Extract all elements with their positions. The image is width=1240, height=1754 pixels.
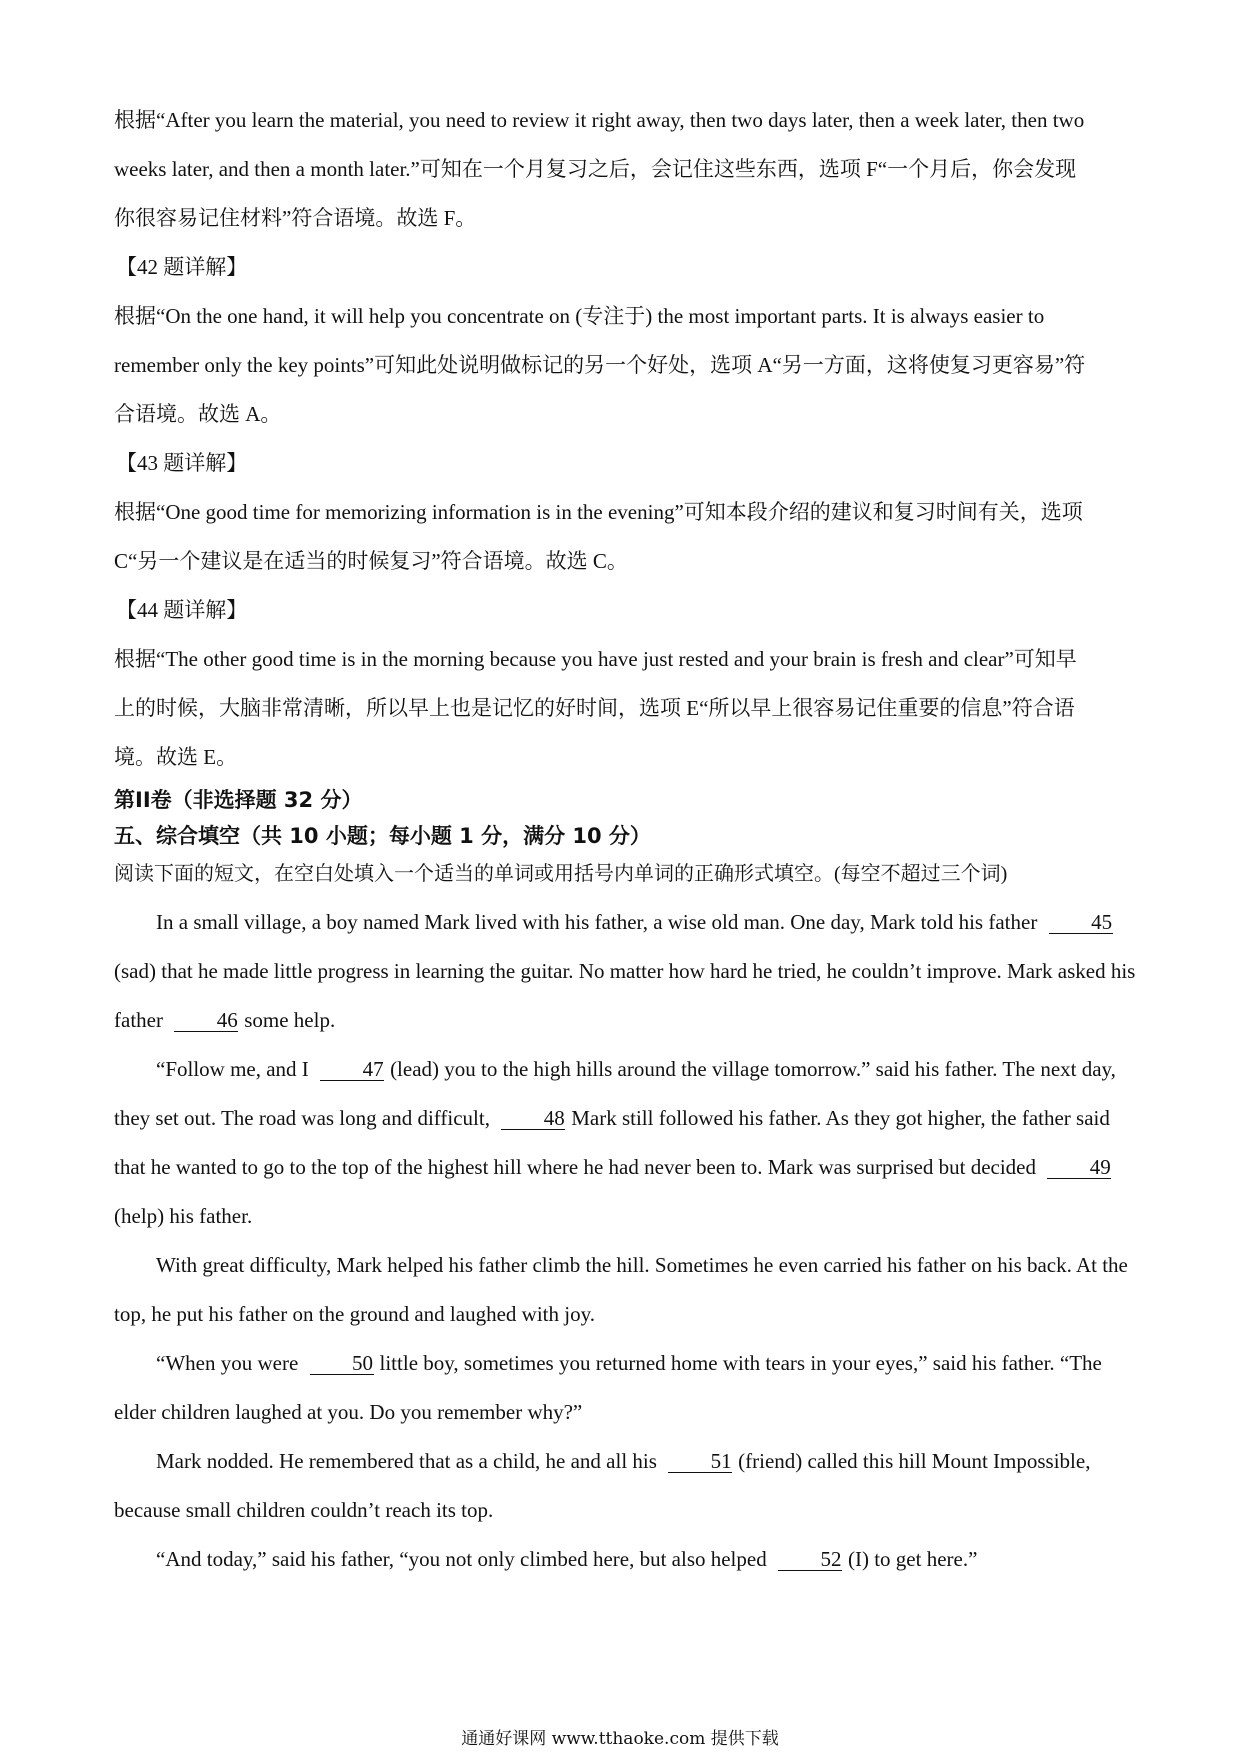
explanation-44 bbox=[114, 586, 1136, 782]
passage-text: “And today,” said his father, “you not only climbed here, but also helped bbox=[156, 1547, 767, 1571]
text-line: 根据“One good time for memorizing information is in the evening”可知本段介绍的建议和复习时间有关，选项 bbox=[114, 500, 1083, 524]
document-page bbox=[114, 96, 1136, 1584]
passage-paragraph-5 bbox=[114, 1437, 1136, 1535]
blank-48: 48 bbox=[501, 1107, 565, 1130]
text-line: remember only the key points”可知此处说明做标记的另一个好处，选项 A“另一方面，这将使复习更容易”符 bbox=[114, 353, 1086, 377]
text-line: 根据“On the one hand, it will help you concentrate on (专注于) the most important parts. It is always easier to bbox=[114, 304, 1045, 328]
blank-46: 46 bbox=[174, 1009, 238, 1032]
text-line: C“另一个建议是在适当的时候复习”符合语境。故选 C。 bbox=[114, 549, 628, 573]
text-line: 境。故选 E。 bbox=[114, 745, 238, 769]
passage-text: Mark nodded. He remembered that as a child, he and all his bbox=[156, 1449, 657, 1473]
page-footer: 通通好课网 www.tthaoke.com 提供下载 bbox=[461, 1729, 779, 1749]
explanation-43 bbox=[114, 439, 1136, 586]
passage-paragraph-3 bbox=[114, 1241, 1136, 1339]
passage-paragraph-2 bbox=[114, 1045, 1136, 1241]
blank-52: 52 bbox=[778, 1548, 842, 1571]
blank-50: 50 bbox=[310, 1352, 374, 1375]
text-line: 上的时候，大脑非常清晰，所以早上也是记忆的好时间，选项 E“所以早上很容易记住重要的信息”符合语 bbox=[114, 696, 1075, 720]
passage-text: (lead) you to the high hills around the village tomorrow.” said his father. The next day, they set out. The road was long and difficult, bbox=[114, 1057, 1116, 1130]
blank-45: 45 bbox=[1049, 911, 1113, 934]
passage-text: (sad) that he made little progress in learning the guitar. No matter how hard he tried, he couldn’t improve. Mark asked his father bbox=[114, 959, 1136, 1032]
question-heading: 【42 题详解】 bbox=[116, 255, 248, 279]
instruction-text: 阅读下面的短文，在空白处填入一个适当的单词或用括号内单词的正确形式填空。(每空不超过三个词) bbox=[114, 863, 1008, 885]
part-title: 五、综合填空（共 10 小题；每小题 1 分，满分 10 分） bbox=[114, 824, 651, 848]
passage-text: With great difficulty, Mark helped his father climb the hill. Sometimes he even carried his father on his back. At the top, he put his father on the ground and laughed with joy. bbox=[114, 1253, 1128, 1326]
blank-49: 49 bbox=[1047, 1156, 1111, 1179]
passage-text: “Follow me, and I bbox=[156, 1057, 309, 1081]
explanation-41 bbox=[114, 96, 1136, 243]
passage-paragraph-1 bbox=[114, 898, 1136, 1045]
blank-51: 51 bbox=[668, 1450, 732, 1473]
section-title: 第II卷（非选择题 32 分） bbox=[114, 788, 363, 812]
passage-text: (friend) called this hill Mount Impossible, because small children couldn’t reach its top. bbox=[114, 1449, 1091, 1522]
passage-text: some help. bbox=[244, 1008, 336, 1032]
passage-text: little boy, sometimes you returned home with tears in your eyes,” said his father. “The elder children laughed at you. Do you remember why?” bbox=[114, 1351, 1102, 1424]
question-heading: 【43 题详解】 bbox=[116, 451, 248, 475]
explanation-42 bbox=[114, 243, 1136, 439]
text-line: 你很容易记住材料”符合语境。故选 F。 bbox=[114, 206, 477, 230]
passage-text: (help) his father. bbox=[114, 1204, 253, 1228]
passage-text: In a small village, a boy named Mark lived with his father, a wise old man. One day, Mark told his father bbox=[156, 910, 1038, 934]
passage-paragraph-6 bbox=[114, 1535, 1136, 1584]
text-line: 根据“The other good time is in the morning because you have just rested and your brain is fresh and clear”可知早 bbox=[114, 647, 1077, 671]
passage-text: “When you were bbox=[156, 1351, 299, 1375]
text-line: 根据“After you learn the material, you need to review it right away, then two days later, then a week later, then two bbox=[114, 108, 1085, 132]
text-line: weeks later, and then a month later.”可知在一个月复习之后，会记住这些东西，选项 F“一个月后，你会发现 bbox=[114, 157, 1077, 181]
question-heading: 【44 题详解】 bbox=[116, 598, 248, 622]
passage-paragraph-4 bbox=[114, 1339, 1136, 1437]
passage-text: Mark still followed his father. As they got higher, the father said that he wanted to go to the top of the highest hill where he had never been to. Mark was surprised but decided bbox=[114, 1106, 1110, 1179]
blank-47: 47 bbox=[320, 1058, 384, 1081]
passage-text: (I) to get here.” bbox=[847, 1547, 978, 1571]
text-line: 合语境。故选 A。 bbox=[114, 402, 282, 426]
